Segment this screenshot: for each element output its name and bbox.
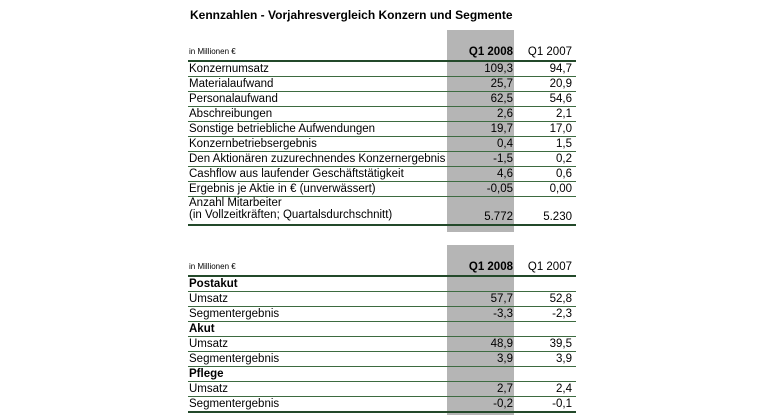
table-row [188, 152, 576, 167]
row-label: Konzernbetriebsergebnis [189, 138, 317, 150]
value-q1-2007: 2,1 [556, 108, 572, 120]
table-row [188, 292, 576, 307]
value-q1-2008: 0,4 [497, 138, 513, 150]
value-q1-2007: 2,4 [556, 383, 572, 395]
table-header [188, 259, 576, 277]
row-label: Segmentergebnis [189, 398, 280, 410]
value-q1-2008: 3,9 [497, 353, 513, 365]
row-label: Abschreibungen [189, 108, 273, 120]
value-q1-2008: 57,7 [490, 293, 513, 305]
table-row [188, 352, 576, 367]
row-label: Konzernumsatz [189, 63, 269, 75]
value-q1-2007: 52,8 [549, 293, 572, 305]
employees-label-line1: Anzahl Mitarbeiter [189, 197, 282, 209]
table-header [188, 44, 576, 62]
row-label: Personalaufwand [189, 93, 278, 105]
row-label: Sonstige betriebliche Aufwendungen [189, 123, 376, 135]
row-label: Den Aktionären zuzurechnendes Konzernergebnis [189, 153, 446, 165]
value-q1-2007: 1,5 [556, 138, 572, 150]
value-q1-2007: 39,5 [549, 338, 572, 350]
segment-header-pflege [188, 367, 576, 382]
segment-header-postakut [188, 277, 576, 292]
row-label: Segmentergebnis [189, 353, 280, 365]
unit-label: in Millionen € [189, 262, 236, 271]
value-q1-2008: 48,9 [490, 338, 513, 350]
value-q1-2008: 25,7 [490, 78, 513, 90]
kennzahlen-konzern-table [188, 44, 576, 226]
segment-name: Akut [189, 323, 215, 335]
row-label: Cashflow aus laufender Geschäftstätigkeit [189, 168, 404, 180]
value-q1-2008: 4,6 [497, 168, 513, 180]
row-label: Umsatz [189, 338, 228, 350]
value-q1-2008: 109,3 [484, 63, 513, 75]
table-row [188, 62, 576, 77]
employees-label-line2: (in Vollzeitkräften; Quartalsdurchschnitt) [189, 209, 393, 221]
value-q1-2007: 54,6 [549, 93, 572, 105]
value-q1-2008: 2,6 [497, 108, 513, 120]
value-q1-2007: 0,2 [556, 153, 572, 165]
row-label: Materialaufwand [189, 78, 274, 90]
table-row [188, 337, 576, 352]
table-row [188, 307, 576, 322]
page-title: Kennzahlen - Vorjahresvergleich Konzern und Segmente [190, 8, 513, 22]
row-label: Umsatz [189, 383, 228, 395]
employees-row [188, 197, 576, 226]
unit-label: in Millionen € [189, 47, 236, 56]
value-q1-2008: -0,2 [493, 398, 513, 410]
value-q1-2007: 0,6 [556, 168, 572, 180]
value-q1-2007: 17,0 [549, 123, 572, 135]
value-q1-2007: 5.230 [543, 211, 572, 223]
value-q1-2007: 0,00 [549, 183, 572, 195]
value-q1-2007: 94,7 [549, 63, 572, 75]
value-q1-2008: 62,5 [490, 93, 513, 105]
value-q1-2008: 2,7 [497, 383, 513, 395]
table-row [188, 92, 576, 107]
column-header-q1-2007: Q1 2007 [527, 46, 572, 58]
segmente-table [188, 259, 576, 413]
table-row [188, 107, 576, 122]
row-label: Ergebnis je Aktie in € (unverwässert) [189, 183, 376, 195]
value-q1-2008: -0,05 [486, 183, 513, 195]
table-row [188, 182, 576, 197]
table-row [188, 397, 576, 413]
value-q1-2007: -0,1 [552, 398, 572, 410]
column-header-q1-2007: Q1 2007 [527, 261, 572, 273]
value-q1-2008: -1,5 [493, 153, 513, 165]
value-q1-2007: -2,3 [552, 308, 572, 320]
segment-name: Pflege [189, 368, 224, 380]
value-q1-2008: -3,3 [493, 308, 513, 320]
column-header-q1-2008: Q1 2008 [468, 261, 513, 273]
employees-label [189, 197, 392, 221]
value-q1-2008: 19,7 [490, 123, 513, 135]
row-label: Segmentergebnis [189, 308, 280, 320]
table-row [188, 77, 576, 92]
table-row [188, 382, 576, 397]
value-q1-2007: 3,9 [556, 353, 572, 365]
table-row [188, 137, 576, 152]
column-header-q1-2008: Q1 2008 [468, 46, 513, 58]
segment-header-akut [188, 322, 576, 337]
value-q1-2007: 20,9 [549, 78, 572, 90]
table-row [188, 122, 576, 137]
row-label: Umsatz [189, 293, 228, 305]
value-q1-2008: 5.772 [484, 211, 513, 223]
table-row [188, 167, 576, 182]
segment-name: Postakut [189, 278, 238, 290]
